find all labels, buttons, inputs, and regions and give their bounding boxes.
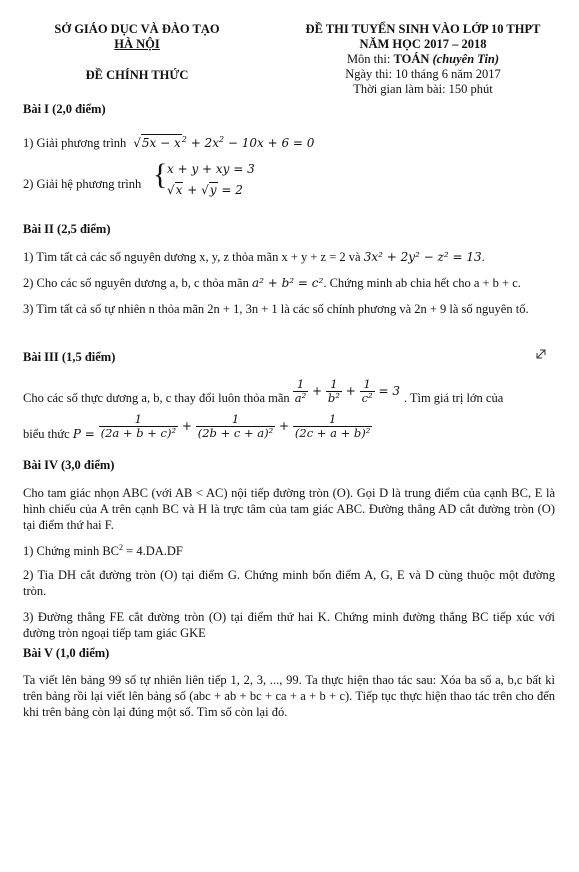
exam-date: Ngày thi: 10 tháng 6 năm 2017 (345, 67, 501, 81)
expand-icon[interactable] (535, 348, 547, 360)
frac3-num: 1 (360, 378, 375, 392)
system-eq2-a: x (175, 183, 183, 197)
system-eq1: x + y + xy = 3 (167, 162, 255, 176)
p-frac2-den: (2b + c + a)² (197, 426, 274, 440)
frac3-den: c² (361, 391, 373, 405)
section-title-2: Bài II (2,5 điểm) (23, 222, 111, 236)
subject-prefix: Môn thi: (346, 52, 394, 66)
header-authority-line1: SỞ GIÁO DỤC VÀ ĐÀO TẠO (54, 22, 220, 36)
header-exam-info (278, 22, 568, 97)
section-title-3: Bài III (1,5 điểm) (23, 350, 116, 364)
system-eq2-tail: = 2 (221, 183, 243, 197)
subject-name: TOÁN (393, 52, 430, 66)
bai2-q1-end: . (481, 250, 485, 264)
bai1-q1-radicand: 5x − x (141, 136, 181, 150)
subject-line (278, 52, 568, 67)
bai2-q3: 3) Tìm tất cả số tự nhiên n thỏa mãn 2n + 1, 3n + 1 là các số chính phương và 2n + 9 là số nguyên tố. (23, 302, 529, 316)
bai2-q1 (23, 249, 555, 265)
system-eq2-b: y (209, 183, 217, 197)
frac2-den: b² (327, 391, 340, 405)
bai1-q2-text: 2) Giải hệ phương trình (23, 177, 142, 191)
exam-duration: Thời gian làm bài: 150 phút (353, 82, 493, 96)
bai4-q1-sup: 2 (119, 543, 124, 552)
bai3-condition-tail: . Tìm giá trị lớn của (403, 391, 504, 405)
bai4-q1-prefix: 1) Chứng minh BC (23, 544, 120, 559)
school-year: NĂM HỌC 2017 – 2018 (359, 37, 487, 51)
bai4-q3: 3) Đường thẳng FE cắt đường tròn (O) tại điểm thứ hai K. Chứng minh đường thẳng BC tiếp xúc với đường tròn ngoại tiếp tam giác GKE (23, 610, 555, 640)
bai1-q1-term: + 2x (190, 136, 219, 150)
bai2-q1-text: 1) Tìm tất cả các số nguyên dương x, y, z thỏa mãn x + y + z = 2 và (23, 250, 361, 264)
official-label: ĐỀ CHÍNH THỨC (85, 68, 189, 82)
expression-p: P = $\frac{1}{\text{(2a + b + c)²}}$ + $\frac{1}{\text{(2b + c + a)²}}$ + $\frac{1}{\text{(2c + a + b)²}}$ (72, 412, 371, 441)
bai3-expression (23, 413, 555, 447)
p-frac1-den: (2a + b + c)² (100, 426, 177, 440)
system-brace: { (153, 158, 168, 191)
p-frac2-num: 1 (196, 413, 275, 427)
p-frac3-num: 1 (293, 413, 372, 427)
bai5-text: Ta viết lên bảng 99 số tự nhiên liên tiếp 1, 2, 3, ..., 99. Ta thực hiện thao tác sau: Xóa ba số a, b,c bất kì trên bảng rồi lại viết lên bảng số (abc + ab + bc + ca + a + b + c). Tiếp tục thực hiện thao tác trên cho đến khi trên bảng còn lại đúng một số. Tìm số còn lại đó. (23, 673, 555, 719)
bai2-q1-equation: 3x² + 2y² − z² = 13 (363, 250, 482, 264)
bai2-q2-equation: a² + b² = c² (251, 276, 324, 290)
bai1-q1-text: 1) Giải phương trình (23, 136, 127, 150)
bai3-condition-equation: $\frac{1}{\text{a²}}$ + $\frac{1}{\text{b²}}$ + $\frac{1}{\text{c²}}$ = 3 (294, 377, 400, 405)
frac1-den: a² (294, 391, 307, 405)
bai1-q2 (23, 176, 555, 192)
frac1-num: 1 (293, 378, 308, 392)
bai2-q2-text: 2) Cho các số nguyên dương a, b, c thỏa mãn (23, 276, 249, 290)
system-eq2: √x + √y = 2 (167, 183, 243, 197)
expression-p-label: P = (72, 427, 95, 441)
frac2-num: 1 (326, 378, 342, 392)
bai3-condition (23, 378, 555, 408)
bai4-q1-suffix: = 4.DA.DF (123, 544, 183, 559)
section-title-1: Bài I (2,0 điểm) (23, 102, 106, 116)
bai1-q1 (23, 132, 555, 151)
p-frac1-num: 1 (99, 413, 178, 427)
bai4-intro: Cho tam giác nhọn ABC (với AB < AC) nội tiếp đường tròn (O). Gọi D là trung điểm của cạnh BC, E là hình chiếu của A trên cạnh BC và H là trực tâm của tam giác ABC. Đường thẳng AD cắt đường tròn (O) tại điểm thứ hai F. (23, 486, 555, 532)
bai4-q2: 2) Tia DH cắt đường tròn (O) tại điểm G. Chứng minh bốn điểm A, G, E và D cùng thuộc một đường tròn. (23, 568, 555, 598)
bai2-q2-end: . Chứng minh ab chia hết cho a + b + c. (323, 276, 521, 290)
bai1-q1-tail: − 10x + 6 = 0 (227, 136, 315, 150)
bai4-q1 (23, 540, 555, 559)
exam-title: ĐỀ THI TUYỂN SINH VÀO LỚP 10 THPT (305, 22, 541, 36)
bai3-condition-text: Cho các số thực dương a, b, c thay đổi luôn thỏa mãn (23, 391, 290, 405)
bai2-q2 (23, 275, 555, 291)
subject-note: (chuyên Tin) (432, 52, 500, 66)
header-authority (22, 22, 252, 83)
bai1-q1-equation: $√5x - x^2 + 2x^2 - 10x + 6 = 0$ (129, 135, 315, 150)
p-frac3-den: (2c + a + b)² (294, 426, 371, 440)
header-authority-line2: HÀ NỘI (114, 37, 160, 51)
section-title-5: Bài V (1,0 điểm) (23, 646, 110, 660)
section-title-4: Bài IV (3,0 điểm) (23, 458, 115, 472)
expression-label: biểu thức (23, 427, 70, 441)
condition-eq-end: = 3 (378, 384, 400, 398)
